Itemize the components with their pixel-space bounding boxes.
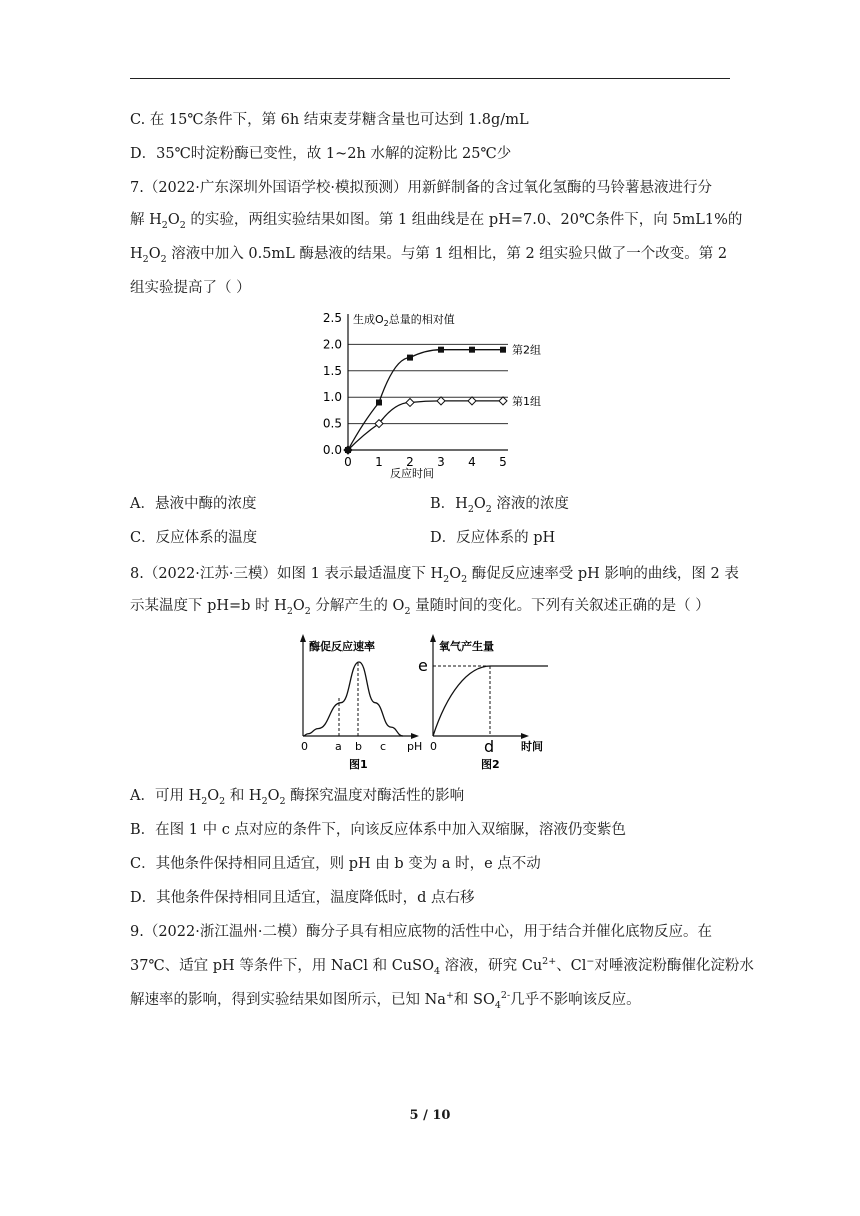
fig1-tick-b: b (355, 740, 362, 753)
q9-stem-line2: 37℃、适宜 pH 等条件下，用 NaCl 和 CuSO$_4$ 溶液，研究 $Cu^{2+}$、Cl−对唾液淀粉酶催化淀粉水 (130, 956, 754, 977)
fig1-curve (303, 662, 403, 736)
x-tick-label: 1 (375, 455, 383, 469)
q7-option-b: B．$H_2O_2$ 溶液的浓度 (430, 496, 569, 515)
y-tick-label: 1.0 (322, 390, 342, 405)
fig2-caption: 图2 (481, 758, 500, 771)
legend-label: 第1组 (512, 394, 541, 408)
y-tick-label: 2.0 (322, 337, 342, 352)
legend-label: 第2组 (512, 343, 541, 357)
q7-o2-chart (310, 306, 550, 482)
fig1-xlabel: pH (407, 740, 423, 753)
q8-option-b: B．在图 1 中 c 点对应的条件下，向该反应体系中加入双缩脲，溶液仍变紫色 (130, 822, 626, 838)
q7-option-a: A．悬液中酶的浓度 (130, 496, 257, 512)
fig1-ylabel: 酶促反应速率 (309, 640, 375, 653)
y-tick-label: 0.5 (322, 416, 342, 431)
q8-stem-line2: 示某温度下 pH=b 时 $H_2O_2$ 分解产生的 $O_2$ 量随时间的变化。下列有关叙述正确的是（ ） (130, 598, 710, 617)
fig1-caption: 图1 (349, 758, 368, 771)
q7-stem-line3: $H_2O_2$ 溶液中加入 0.5mL 酶悬液的结果。与第 1 组相比，第 2 组实验只做了一个改变。第 2 (130, 246, 728, 265)
y-tick-label: 0.0 (322, 443, 342, 457)
data-point (437, 397, 445, 405)
data-point (499, 397, 507, 405)
y-tick-label: 1.5 (322, 363, 342, 378)
series-line-2 (348, 401, 503, 450)
chart1-ylabel: 生成$O_2$总量的相对值 (353, 313, 455, 328)
data-point (407, 355, 413, 361)
y-tick-label: 2.5 (322, 311, 342, 325)
q9-stem-line3: 解速率的影响，得到实验结果如图所示，已知 Na+和 $SO_4^{2-}$几乎不影响该反应。 (130, 990, 641, 1011)
header-rule (130, 78, 730, 79)
fig1-tick-0: 0 (301, 740, 308, 753)
fig2-tick-0: 0 (430, 740, 437, 753)
q8-figures (285, 628, 565, 774)
q8-option-a: A．可用 $H_2O_2$ 和 $H_2O_2$ 酶探究温度对酶活性的影响 (130, 788, 465, 807)
q7-stem-line4: 组实验提高了（ ） (130, 280, 251, 296)
page-number: 5 / 10 (409, 1108, 451, 1123)
fig2-xlabel: 时间 (521, 740, 543, 753)
data-point (438, 347, 444, 353)
q6-option-c: C. 在 15℃条件下，第 6h 结束麦芽糖含量也可达到 1.8g/mL (130, 112, 529, 128)
x-tick-label: 3 (437, 455, 445, 469)
fig2-y-arrow (430, 634, 436, 642)
q8-stem-line1: 8.（2022·江苏·三模）如图 1 表示最适温度下 $H_2O_2$ 酶促反应速率受 pH 影响的曲线，图 2 表 (130, 566, 739, 585)
fig1-tick-a: a (335, 740, 342, 753)
fig2-tick-e: e (418, 656, 428, 675)
q8-option-c: C．其他条件保持相同且适宜，则 pH 由 b 变为 a 时，e 点不动 (130, 856, 541, 872)
fig1-tick-c: c (380, 740, 387, 753)
q6-option-d: D．35℃时淀粉酶已变性，故 1~2h 水解的淀粉比 25℃少 (130, 146, 512, 162)
series-line-1 (348, 350, 503, 450)
q7-stem-line2: 解 $H_2O_2$ 的实验，两组实验结果如图。第 1 组曲线是在 pH=7.0、20℃条件下，向 5mL1%的 (130, 212, 743, 231)
q7-stem-line1: 7.（2022·广东深圳外国语学校·模拟预测）用新鲜制备的含过氧化氢酶的马铃薯悬液进行分 (130, 180, 712, 196)
data-point (406, 398, 414, 406)
x-tick-label: 5 (499, 455, 507, 469)
fig2-ylabel: 氧气产生量 (439, 640, 494, 653)
q7-option-c: C．反应体系的温度 (130, 530, 258, 546)
chart1-xlabel: 反应时间 (390, 467, 434, 480)
data-point (468, 397, 476, 405)
fig1-x-arrow (411, 733, 419, 739)
x-tick-label: 0 (344, 455, 352, 469)
x-tick-label: 2 (406, 455, 414, 469)
fig2-tick-d: d (484, 737, 495, 756)
q9-stem-line1: 9.（2022·浙江温州·二模）酶分子具有相应底物的活性中心，用于结合并催化底物反应。在 (130, 924, 712, 940)
data-point (500, 347, 506, 353)
data-point (469, 347, 475, 353)
q8-option-d: D．其他条件保持相同且适宜，温度降低时，d 点右移 (130, 890, 475, 906)
q7-option-d: D．反应体系的 pH (430, 530, 556, 546)
fig2-x-arrow (521, 733, 529, 739)
data-point (376, 399, 382, 405)
x-tick-label: 4 (468, 455, 476, 469)
fig1-y-arrow (300, 634, 306, 642)
